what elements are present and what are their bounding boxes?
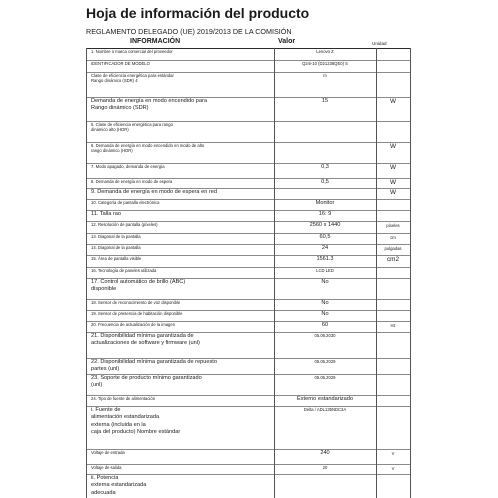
- row-unit: W: [389, 179, 397, 186]
- row-label: 20. Frecuencia de actualización de la imagen: [91, 322, 176, 327]
- row-label: 24. Tipo de fuente de alimentación: [91, 396, 156, 401]
- row-label: IDENTIFICADOR DE MODELO: [91, 61, 150, 66]
- row-label: 14. Diagonal de la pantalla: [91, 245, 141, 250]
- table-row: [86, 449, 410, 465]
- row-unit: W: [389, 98, 397, 105]
- row-label: Clase de eficiencia energética para estándar Rango dinámico (SDR) 4: [91, 73, 174, 84]
- row-value: Monitor: [315, 200, 335, 206]
- row-unit: Hz: [390, 323, 396, 328]
- row-unit: píxeles: [386, 223, 400, 228]
- table-row: [86, 121, 410, 143]
- row-label: 10. Categoría de pantalla electrónica: [91, 200, 160, 205]
- row-value: 60: [321, 322, 329, 328]
- table-right-border: [410, 48, 411, 498]
- row-unit: cm: [390, 235, 396, 240]
- table-left-border: [86, 48, 87, 498]
- value-column-divider: [274, 48, 275, 498]
- row-label: i. Fuente de alimentación estandarizada externa (incluida en la caja del producto) Nombre estándar: [91, 407, 181, 435]
- row-value: 24: [321, 245, 329, 251]
- row-label: 17. Control automático de brillo (ABC) disponible: [91, 279, 186, 293]
- row-label: 1. Nombre o marca comercial del proveedor: [91, 49, 173, 54]
- row-value: 1561.3: [316, 256, 334, 262]
- header-information: INFORMACIÓN: [130, 38, 181, 45]
- row-label: Voltaje de salida: [91, 465, 122, 470]
- row-label: 18. Sensor de reconocimiento de voz disponible: [91, 300, 181, 305]
- row-label: Demanda de energía en modo encendido para Rango dinámico (SDR): [91, 98, 207, 112]
- unit-column-divider: [376, 48, 377, 498]
- row-value: LCD LED: [316, 268, 334, 273]
- row-label: 9. Demanda de energía en modo de espera en red: [91, 189, 217, 195]
- table-row: [86, 474, 410, 498]
- row-value: Q24i-10 (D21238QE0) S: [302, 61, 348, 66]
- row-value: 05.06.2029: [314, 359, 336, 364]
- row-unit: pulgadas: [384, 246, 402, 251]
- table-row: [86, 278, 410, 300]
- header-value: Valor: [278, 38, 296, 45]
- row-label: 23. Soporte de producto mínimo garantizado (unl): [91, 375, 202, 389]
- row-value: No: [321, 279, 329, 285]
- row-value: 0,3: [321, 164, 329, 170]
- row-value: 05.06.2029: [314, 375, 336, 380]
- row-value: 2560 x 1440: [309, 222, 341, 228]
- row-value: No: [321, 300, 329, 306]
- table-row: [86, 142, 410, 164]
- row-label: 12. Resolución de pantalla (píxeles): [91, 222, 158, 227]
- row-label: 6. Demanda de energía en modo encendido en modo de alto rango dinámico (HDR): [91, 143, 205, 154]
- row-label: 5. Clase de eficiencia energética para rango dinámico alto (HDR): [91, 122, 173, 133]
- row-value: Delta / ADL135NDC3A: [303, 407, 347, 412]
- row-label: 22. Disponibilidad mínima garantizada de repuesto partes (unl): [91, 359, 217, 373]
- row-unit: cm2: [386, 256, 400, 263]
- row-value: 0,5: [321, 179, 329, 185]
- row-unit: V: [391, 466, 395, 471]
- row-value: 20: [322, 465, 328, 470]
- row-label: 8. Demanda de energía en modo de espera: [91, 179, 173, 184]
- table-row: [86, 332, 410, 359]
- table-row: [86, 72, 410, 98]
- row-unit: W: [389, 164, 397, 171]
- row-value: m: [323, 73, 327, 78]
- document-title: Hoja de información del producto: [86, 5, 310, 21]
- table-row: [86, 374, 410, 396]
- row-unit: W: [389, 189, 397, 196]
- row-value: No: [321, 311, 329, 317]
- row-label: 11. Talla rao: [91, 211, 121, 217]
- row-label: 13. Diagonal de la pantalla: [91, 234, 141, 239]
- row-value: 16: 9: [318, 211, 332, 217]
- row-label: 7. Modo apagado, demanda de energía: [91, 164, 165, 169]
- row-label: 21. Disponibilidad mínima garantizada de actualizaciones de software y firmware (unl): [91, 333, 200, 347]
- row-label: 19. Sensor de presencia de habitación disponible: [91, 311, 183, 316]
- row-value: Lenovo Z: [316, 49, 334, 54]
- row-unit: V: [391, 451, 395, 456]
- row-value: 05.06.2030: [314, 333, 336, 338]
- table-row: [86, 358, 410, 375]
- row-value: 60,5: [319, 234, 331, 240]
- row-value: 15: [321, 98, 329, 104]
- row-value: 240: [320, 450, 330, 456]
- row-label: ii. Potencia externa estandarizada adecuada: [91, 475, 147, 496]
- row-value: Externo estandarizado: [297, 396, 353, 402]
- row-unit: W: [389, 143, 397, 150]
- row-label: 15. Área de pantalla visible: [91, 256, 142, 261]
- table-row: [86, 97, 410, 122]
- header-unit: Unidad: [372, 41, 387, 46]
- table-row: [86, 406, 410, 450]
- row-label: 16. Tecnología de paneles utilizada: [91, 268, 157, 273]
- table-row: [86, 163, 410, 179]
- row-label: Voltaje de entrada: [91, 450, 125, 455]
- document-subtitle: REGLAMENTO DELEGADO (UE) 2019/2013 DE LA COMISIÓN: [86, 27, 292, 36]
